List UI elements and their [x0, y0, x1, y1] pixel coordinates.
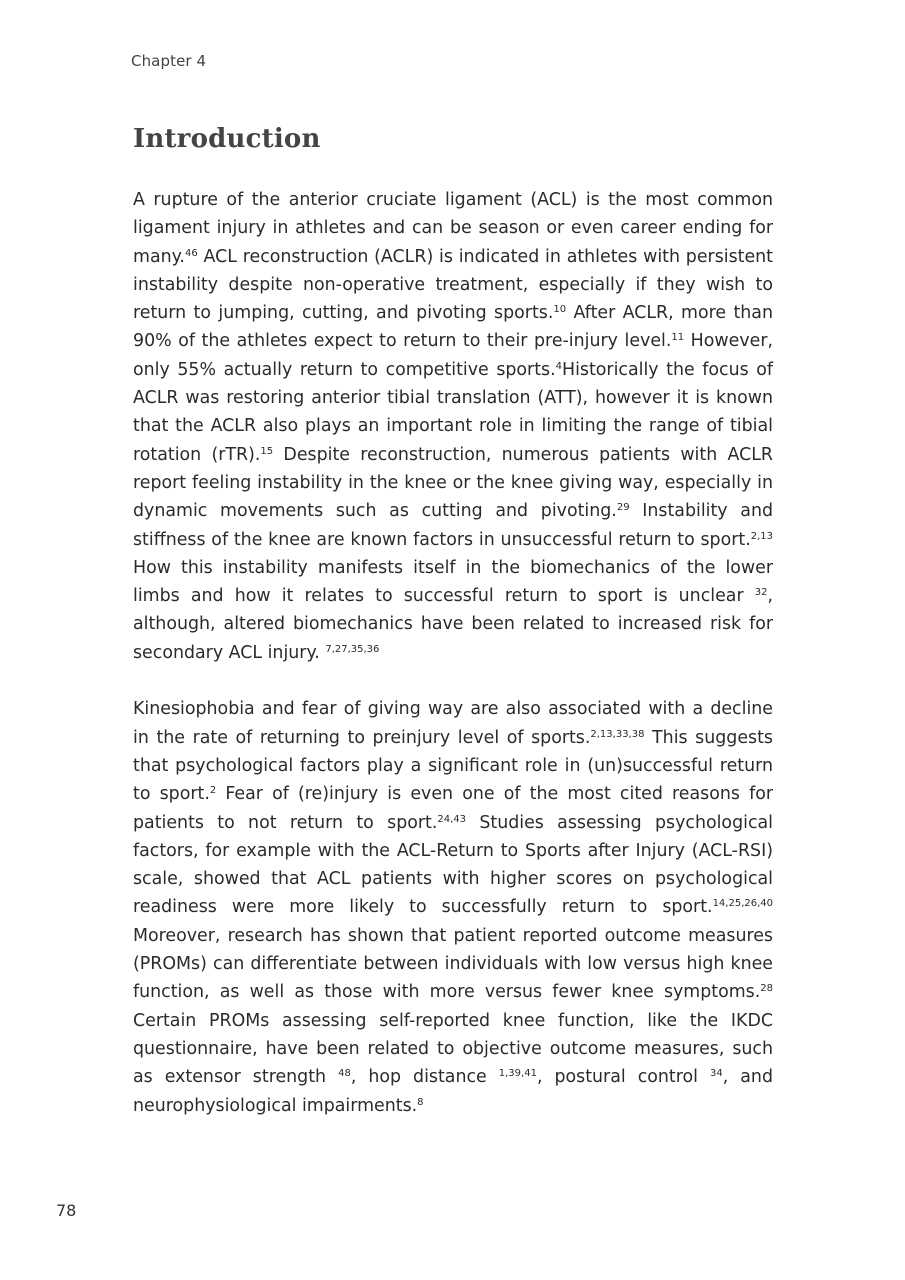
- paragraph-text: , and neurophysiological impairments.: [133, 1067, 773, 1116]
- citation-superscript: 4: [555, 360, 562, 372]
- paragraph-text: This suggests that psychological factors play a significant role in (un)successful return to sport.: [133, 727, 773, 805]
- citation-superscript: 15: [260, 445, 274, 457]
- citation-superscript: 7,27,35,36: [325, 643, 380, 655]
- paragraph-text: Studies assessing psychological factors, for example with the ACL-Return to Sports after Injury (ACL-RSI) scale, showed that ACL patients with higher scores on psychological readiness were more likely to successfully return to sport.: [133, 812, 773, 918]
- citation-superscript: 2,13,33,38: [590, 728, 645, 740]
- paragraph-text: How this instability manifests itself in the biomechanics of the lower limbs and how it relates to successful return to sport is unclear: [133, 557, 773, 607]
- paragraph-text: ACL reconstruction (ACLR) is indicated in athletes with persistent instability despite non-operative treatment, especially if they wish to return to jumping, cutting, and pivoting sports.: [133, 246, 773, 324]
- page-number: 78: [56, 1201, 77, 1220]
- paragraph-text: Instability and stiffness of the knee are known factors in unsuccessful return to sport.: [133, 501, 773, 550]
- paragraph-text: However, only 55% actually return to competitive sports.: [133, 331, 773, 380]
- paragraph-1: [133, 186, 773, 667]
- paragraph-text: Moreover, research has shown that patient reported outcome measures (PROMs) can differentiate between individuals with low versus high knee function, as well as those with more versus fewer knee symptoms.: [133, 925, 773, 1003]
- citation-superscript: 34: [710, 1068, 723, 1080]
- citation-superscript: 14,25,26,40: [712, 898, 773, 910]
- citation-superscript: 8: [417, 1096, 424, 1108]
- body-text: [133, 186, 773, 1120]
- citation-superscript: 32: [754, 587, 768, 599]
- paragraph-text: , postural control: [536, 1067, 710, 1088]
- paragraph-2: [133, 695, 773, 1119]
- paragraph-text: Certain PROMs assessing self-reported knee function, like the IKDC questionnaire, have been related to objective outcome measures, such as extensor strength: [133, 1010, 773, 1088]
- paragraph-text: Fear of (re)injury is even one of the most cited reasons for patients to not return to sport.: [133, 784, 773, 833]
- citation-superscript: 24,43: [437, 813, 467, 825]
- running-head: Chapter 4: [131, 52, 207, 70]
- citation-superscript: 29: [616, 502, 630, 514]
- citation-superscript: 48: [338, 1068, 351, 1080]
- citation-superscript: 2: [209, 785, 217, 797]
- paragraph-text: Historically the focus of ACLR was restoring anterior tibial translation (ATT), however it is known that the ACLR also plays an important role in limiting the range of tibial rotation (rTR).: [133, 359, 773, 465]
- paragraph-text: , although, altered biomechanics have been related to increased risk for secondary ACL injury.: [133, 586, 773, 663]
- citation-superscript: 10: [553, 304, 567, 316]
- citation-superscript: 28: [760, 983, 773, 995]
- citation-superscript: 46: [184, 247, 198, 259]
- paragraph-text: , hop distance: [350, 1067, 499, 1088]
- section-title: Introduction: [133, 124, 321, 154]
- paragraph-text: A rupture of the anterior cruciate ligament (ACL) is the most common ligament injury in athletes and can be season or even career ending for many.: [133, 190, 773, 267]
- paragraph-text: After ACLR, more than 90% of the athletes expect to return to their pre-injury level.: [133, 303, 773, 352]
- citation-superscript: 1,39,41: [498, 1068, 537, 1080]
- citation-superscript: 11: [671, 332, 685, 344]
- citation-superscript: 2,13: [750, 530, 773, 542]
- paragraph-text: Kinesiophobia and fear of giving way are also associated with a decline in the rate of returning to preinjury level of sports.: [133, 699, 773, 748]
- paragraph-text: Despite reconstruction, numerous patients with ACLR report feeling instability in the knee or the knee giving way, especially in dynamic movements such as cutting and pivoting.: [133, 444, 773, 522]
